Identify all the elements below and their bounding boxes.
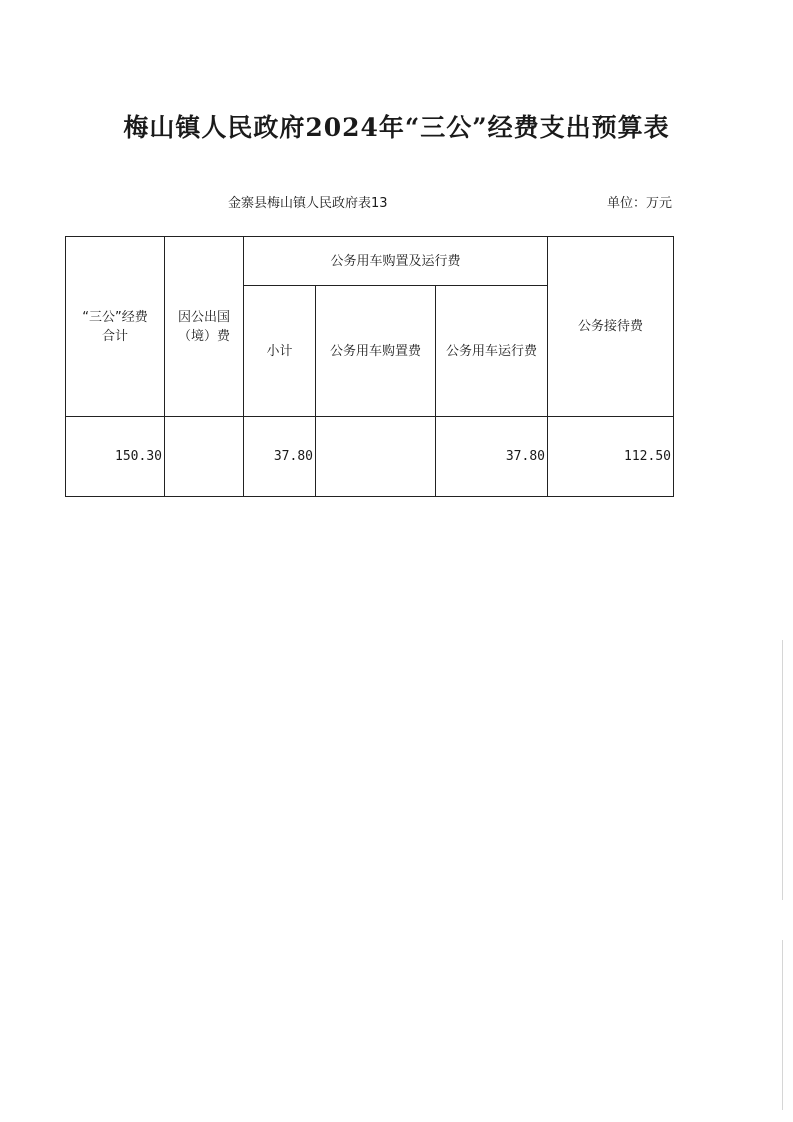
header-abroad [165, 237, 244, 417]
header-subtotal-label: 小计 [266, 343, 293, 359]
cell-vehicle-operation: 37.80 [436, 417, 548, 497]
scan-edge-line [782, 940, 783, 1110]
table-row [66, 417, 674, 497]
page-title: 梅山镇人民政府2024年“三公”经费支出预算表 [123, 113, 670, 142]
header-vehicle-operation-label: 公务用车运行费 [445, 343, 537, 359]
header-reception-label: 公务接待费 [577, 319, 643, 334]
header-vehicle-group-label: 公务用车购置及运行费 [330, 253, 461, 269]
header-subtotal [244, 286, 316, 417]
cell-vehicle-purchase [316, 417, 436, 497]
org-label: 金寨县梅山镇人民政府表13 [228, 196, 388, 211]
header-abroad-label: 因公出国（境）费 [177, 309, 230, 344]
cell-total: 150.30 [66, 417, 165, 497]
cell-reception: 112.50 [548, 417, 674, 497]
cell-subtotal: 37.80 [244, 417, 316, 497]
budget-table [65, 236, 674, 497]
unit-label: 单位：万元 [607, 196, 673, 211]
scan-edge-line [782, 640, 783, 900]
header-vehicle-group [244, 237, 548, 286]
header-vehicle-purchase-label: 公务用车购置费 [329, 343, 421, 359]
header-vehicle-purchase [316, 286, 436, 417]
header-vehicle-operation [436, 286, 548, 417]
header-total-label: “三公”经费合计 [82, 309, 148, 344]
header-reception [548, 237, 674, 417]
header-total [66, 237, 165, 417]
cell-abroad [165, 417, 244, 497]
